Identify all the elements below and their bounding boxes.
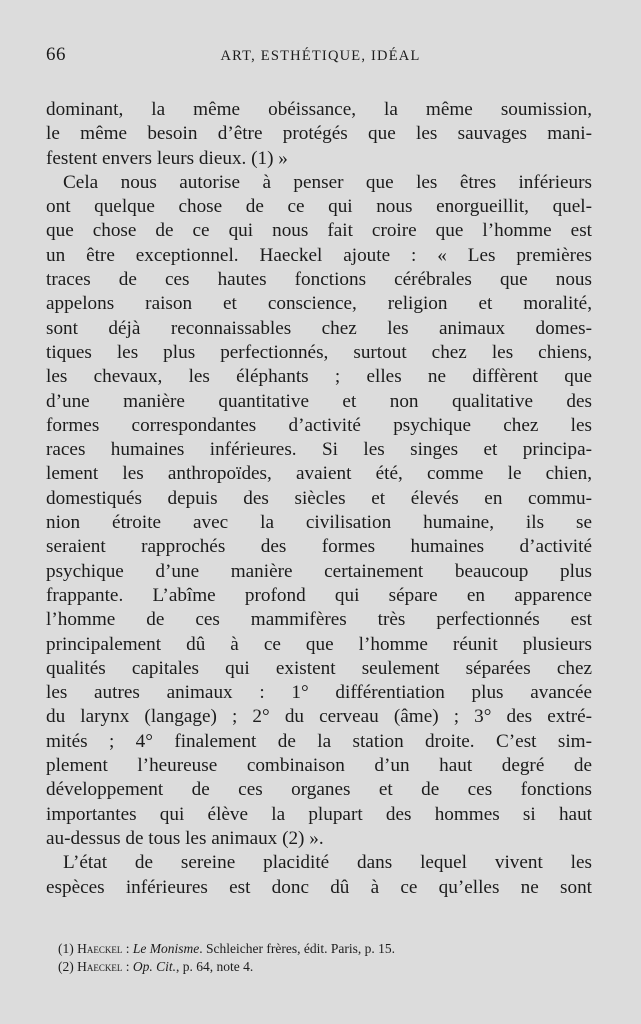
footnote [58, 958, 578, 976]
footnote-marker: (2) [58, 959, 74, 974]
text-line: le même besoin d’être protégés que les sauvages mani- [46, 123, 592, 145]
text-line: développement de ces organes et de ces fonctions [46, 779, 592, 801]
text-line: dominant, la même obéissance, la même soumission, [46, 99, 592, 120]
text-line: seraient rapprochés des formes humaines d’activité [46, 536, 592, 558]
text-line: Cela nous autorise à penser que les êtres inférieurs [63, 171, 592, 193]
footnote-separator: : [122, 941, 133, 956]
footnote-rest: , p. 64, note 4. [176, 959, 254, 974]
text-line: psychique d’une manière certainement beaucoup plus [46, 560, 592, 582]
text-line: domestiqués depuis des siècles et élevés en commu- [46, 487, 592, 509]
page-number: 66 [46, 44, 66, 65]
text-line: formes correspondantes d’activité psychique chez les [46, 414, 592, 436]
text-line: tiques les plus perfectionnés, surtout chez les chiens, [46, 341, 592, 363]
footnote-title: Op. Cit. [132, 959, 177, 974]
running-title: ART, ESTHÉTIQUE, IDÉAL [220, 48, 421, 64]
footnote-separator: : [122, 959, 133, 974]
text-line: festent envers leurs dieux. (1) » [46, 147, 288, 169]
body-text [46, 98, 592, 900]
footnotes [58, 940, 578, 976]
footnote [58, 940, 578, 958]
text-line: mités ; 4° finalement de la station droite. C’est sim- [46, 730, 592, 752]
page-header [0, 44, 641, 70]
text-line: au-dessus de tous les animaux (2) ». [46, 827, 324, 849]
text-line: principalement dû à ce que l’homme réunit plusieurs [46, 633, 592, 655]
text-line: importantes qui élève la plupart des hommes si haut [46, 803, 592, 825]
text-line: races humaines inférieures. Si les singes et principa- [46, 439, 592, 461]
text-line: les autres animaux : 1° différentiation plus avancée [46, 682, 592, 704]
text-line: L’état de sereine placidité dans lequel vivent les [63, 852, 592, 874]
text-line: lement les anthropoïdes, avaient été, comme le chien, [46, 463, 592, 485]
text-line: espèces inférieures est donc dû à ce qu’elles ne sont [46, 876, 592, 898]
text-line: l’homme de ces mammifères très perfectionnés est [46, 609, 592, 631]
footnote-author: Haeckel [77, 959, 123, 974]
text-line: ont quelque chose de ce qui nous enorgueillit, quel- [46, 196, 592, 218]
text-line: d’une manière quantitative et non qualitative des [46, 390, 592, 412]
text-line: frappante. L’abîme profond qui sépare en apparence [46, 584, 592, 606]
footnote-author: Haeckel [77, 941, 123, 956]
text-line: plement l’heureuse combinaison d’un haut degré de [46, 755, 592, 777]
text-line: sont déjà reconnaissables chez les animaux domes- [46, 317, 592, 339]
text-line: nion étroite avec la civilisation humaine, ils se [46, 512, 592, 534]
footnote-rest: . Schleicher frères, édit. Paris, p. 15. [199, 941, 395, 956]
footnote-title: Le Monisme [132, 941, 200, 956]
text-line: appelons raison et conscience, religion et moralité, [46, 293, 592, 315]
text-line: traces de ces hautes fonctions cérébrales que nous [46, 269, 592, 291]
text-line: les chevaux, les éléphants ; elles ne diffèrent que [46, 366, 592, 388]
text-line: du larynx (langage) ; 2° du cerveau (âme) ; 3° des extré- [46, 706, 592, 728]
footnote-marker: (1) [58, 941, 74, 956]
text-line: un être exceptionnel. Haeckel ajoute : « Les premières [46, 244, 592, 266]
text-line: que chose de ce qui nous fait croire que l’homme est [46, 220, 592, 242]
text-line: qualités capitales qui existent seulement séparées chez [46, 657, 592, 679]
